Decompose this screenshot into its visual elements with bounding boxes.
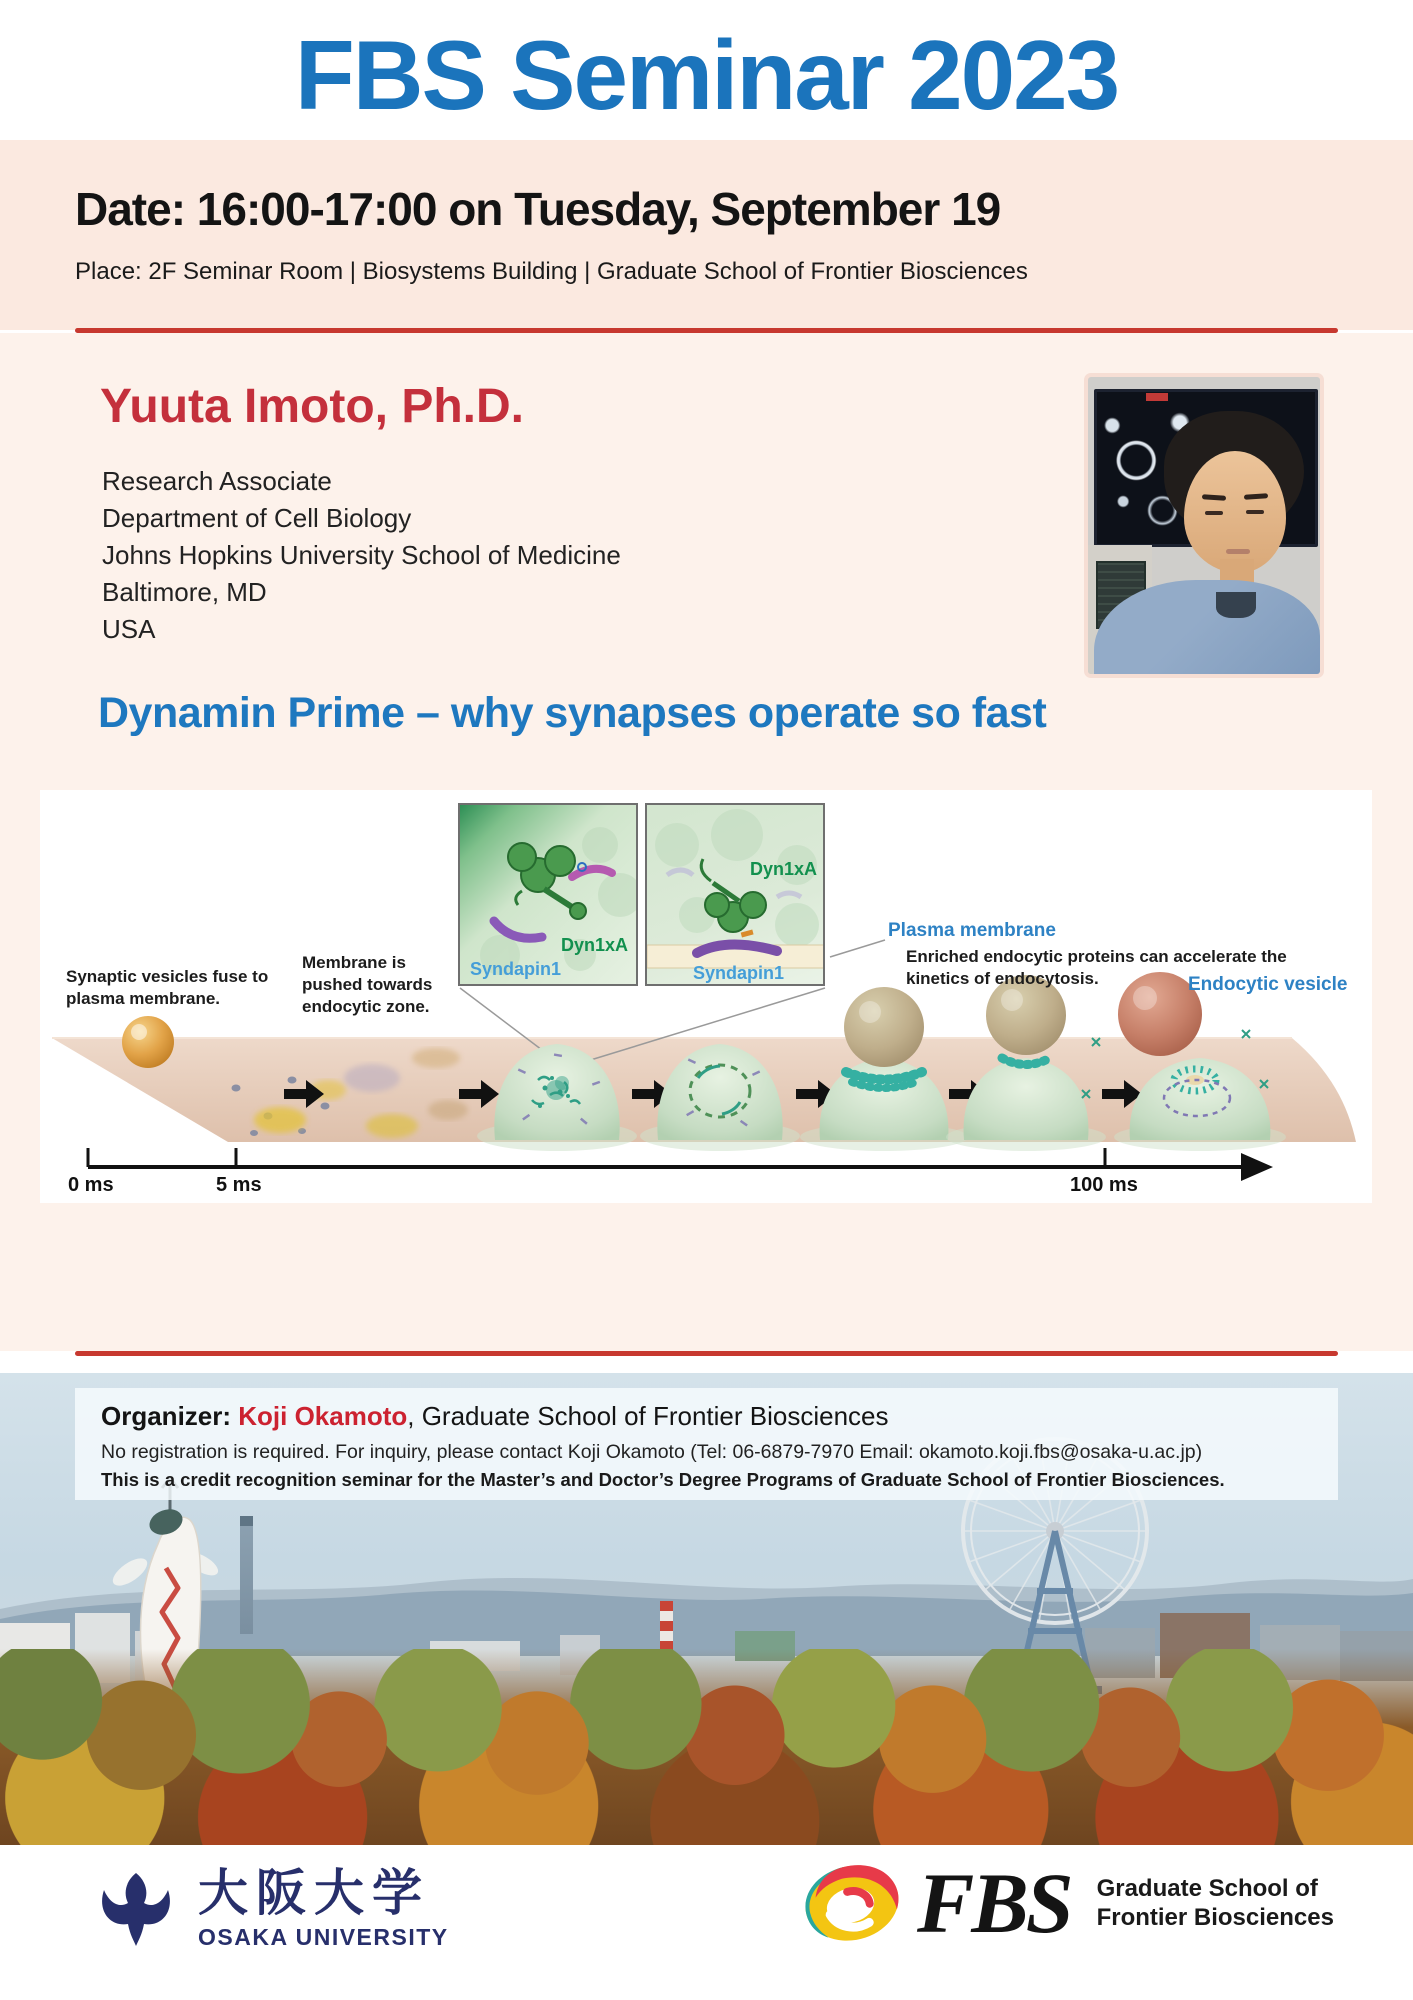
organizer-inquiry: No registration is required. For inquiry, please contact Koji Okamoto (Tel: 06-6879-7970 Email: okamoto.koji.fbs@osaka-u.ac.jp) xyxy=(101,1441,1203,1463)
fbs-school-line: Graduate School of xyxy=(1096,1875,1318,1902)
organizer-panel xyxy=(75,1388,1338,1500)
organizer-name: Koji Okamoto xyxy=(238,1401,408,1431)
inset-panel-membrane-bound xyxy=(645,803,825,986)
osaka-university-name xyxy=(198,1861,449,1951)
annotation-enriched: Enriched endocytic proteins can accelerate the kinetics of endocytosis. xyxy=(906,947,1287,988)
mouth-graphic xyxy=(1226,549,1250,554)
osaka-name-japanese: 大阪大学 xyxy=(198,1864,430,1922)
campus-photo xyxy=(0,1373,1413,1845)
footer xyxy=(0,1845,1413,2000)
monitor-tag-graphic xyxy=(1146,393,1168,401)
poster-title: FBS Seminar 2023 xyxy=(294,20,1119,130)
affiliation-line: Department of Cell Biology xyxy=(102,503,412,533)
timeline-label-0ms: 0 ms xyxy=(68,1174,114,1196)
fbs-swirl-icon xyxy=(790,1851,915,1955)
dyn1xa-label: Dyn1xA xyxy=(749,859,817,879)
talk-title: Dynamin Prime – why synapses operate so fast xyxy=(98,689,1047,737)
affiliation-line: Research Associate xyxy=(102,466,332,496)
fbs-acronym: FBS xyxy=(917,1855,1071,1951)
syndapin1-label: Syndapin1 xyxy=(470,959,562,979)
protein-membrane-graphic xyxy=(647,805,825,986)
divider-bottom xyxy=(75,1351,1338,1356)
trees-graphic xyxy=(0,1649,1413,1845)
eye-graphic xyxy=(1205,511,1223,515)
organizer-label: Organizer: xyxy=(101,1401,239,1431)
fbs-school-name xyxy=(1097,1874,1334,1932)
organizer-line xyxy=(101,1401,1312,1432)
syndapin1-label: Syndapin1 xyxy=(693,963,785,983)
osaka-university-logo xyxy=(90,1861,449,1953)
organizer-affiliation: , Graduate School of Frontier Biosciences xyxy=(407,1401,889,1431)
dyn1xa-label: Dyn1xA xyxy=(560,935,628,955)
date-band xyxy=(0,140,1413,330)
inset-panel-dyn1xa-syndapin1 xyxy=(458,803,638,986)
affiliation-line: Baltimore, MD xyxy=(102,577,267,607)
endocytic-vesicle-label: Endocytic vesicle xyxy=(1188,974,1348,995)
scientific-figure xyxy=(40,790,1372,1203)
face-graphic xyxy=(1184,451,1286,573)
eye-graphic xyxy=(1246,510,1264,514)
osaka-university-icon xyxy=(90,1861,182,1953)
osaka-name-english: OSAKA UNIVERSITY xyxy=(198,1924,449,1950)
fbs-logo xyxy=(790,1851,1334,1955)
organizer-credit-note: This is a credit recognition seminar for the Master’s and Doctor’s Degree Programs of Graduate School of Frontier Biosciences. xyxy=(101,1469,1225,1490)
speaker-photo xyxy=(1088,377,1320,674)
timeline-label-5ms: 5 ms xyxy=(216,1174,262,1196)
annotation-fuse: Synaptic vesicles fuse to plasma membrane. xyxy=(66,967,269,1008)
title-band xyxy=(0,0,1413,140)
collar-graphic xyxy=(1216,592,1256,618)
annotation-pushed: Membrane is pushed towards endocytic zone. xyxy=(302,953,433,1016)
affiliation-line: USA xyxy=(102,614,156,644)
main-section xyxy=(0,333,1413,1351)
speaker-name: Yuuta Imoto, Ph.D. xyxy=(100,380,525,433)
plasma-membrane-label: Plasma membrane xyxy=(888,920,1056,941)
speaker-affiliation xyxy=(102,463,621,648)
affiliation-line: Johns Hopkins University School of Medicine xyxy=(102,540,621,570)
place-line: Place: 2F Seminar Room | Biosystems Building | Graduate School of Frontier Biosciences xyxy=(75,258,1028,285)
date-line: Date: 16:00-17:00 on Tuesday, September 19 xyxy=(75,183,1001,235)
fbs-school-line: Frontier Biosciences xyxy=(1096,1904,1334,1931)
timeline-label-100ms: 100 ms xyxy=(1070,1174,1138,1196)
